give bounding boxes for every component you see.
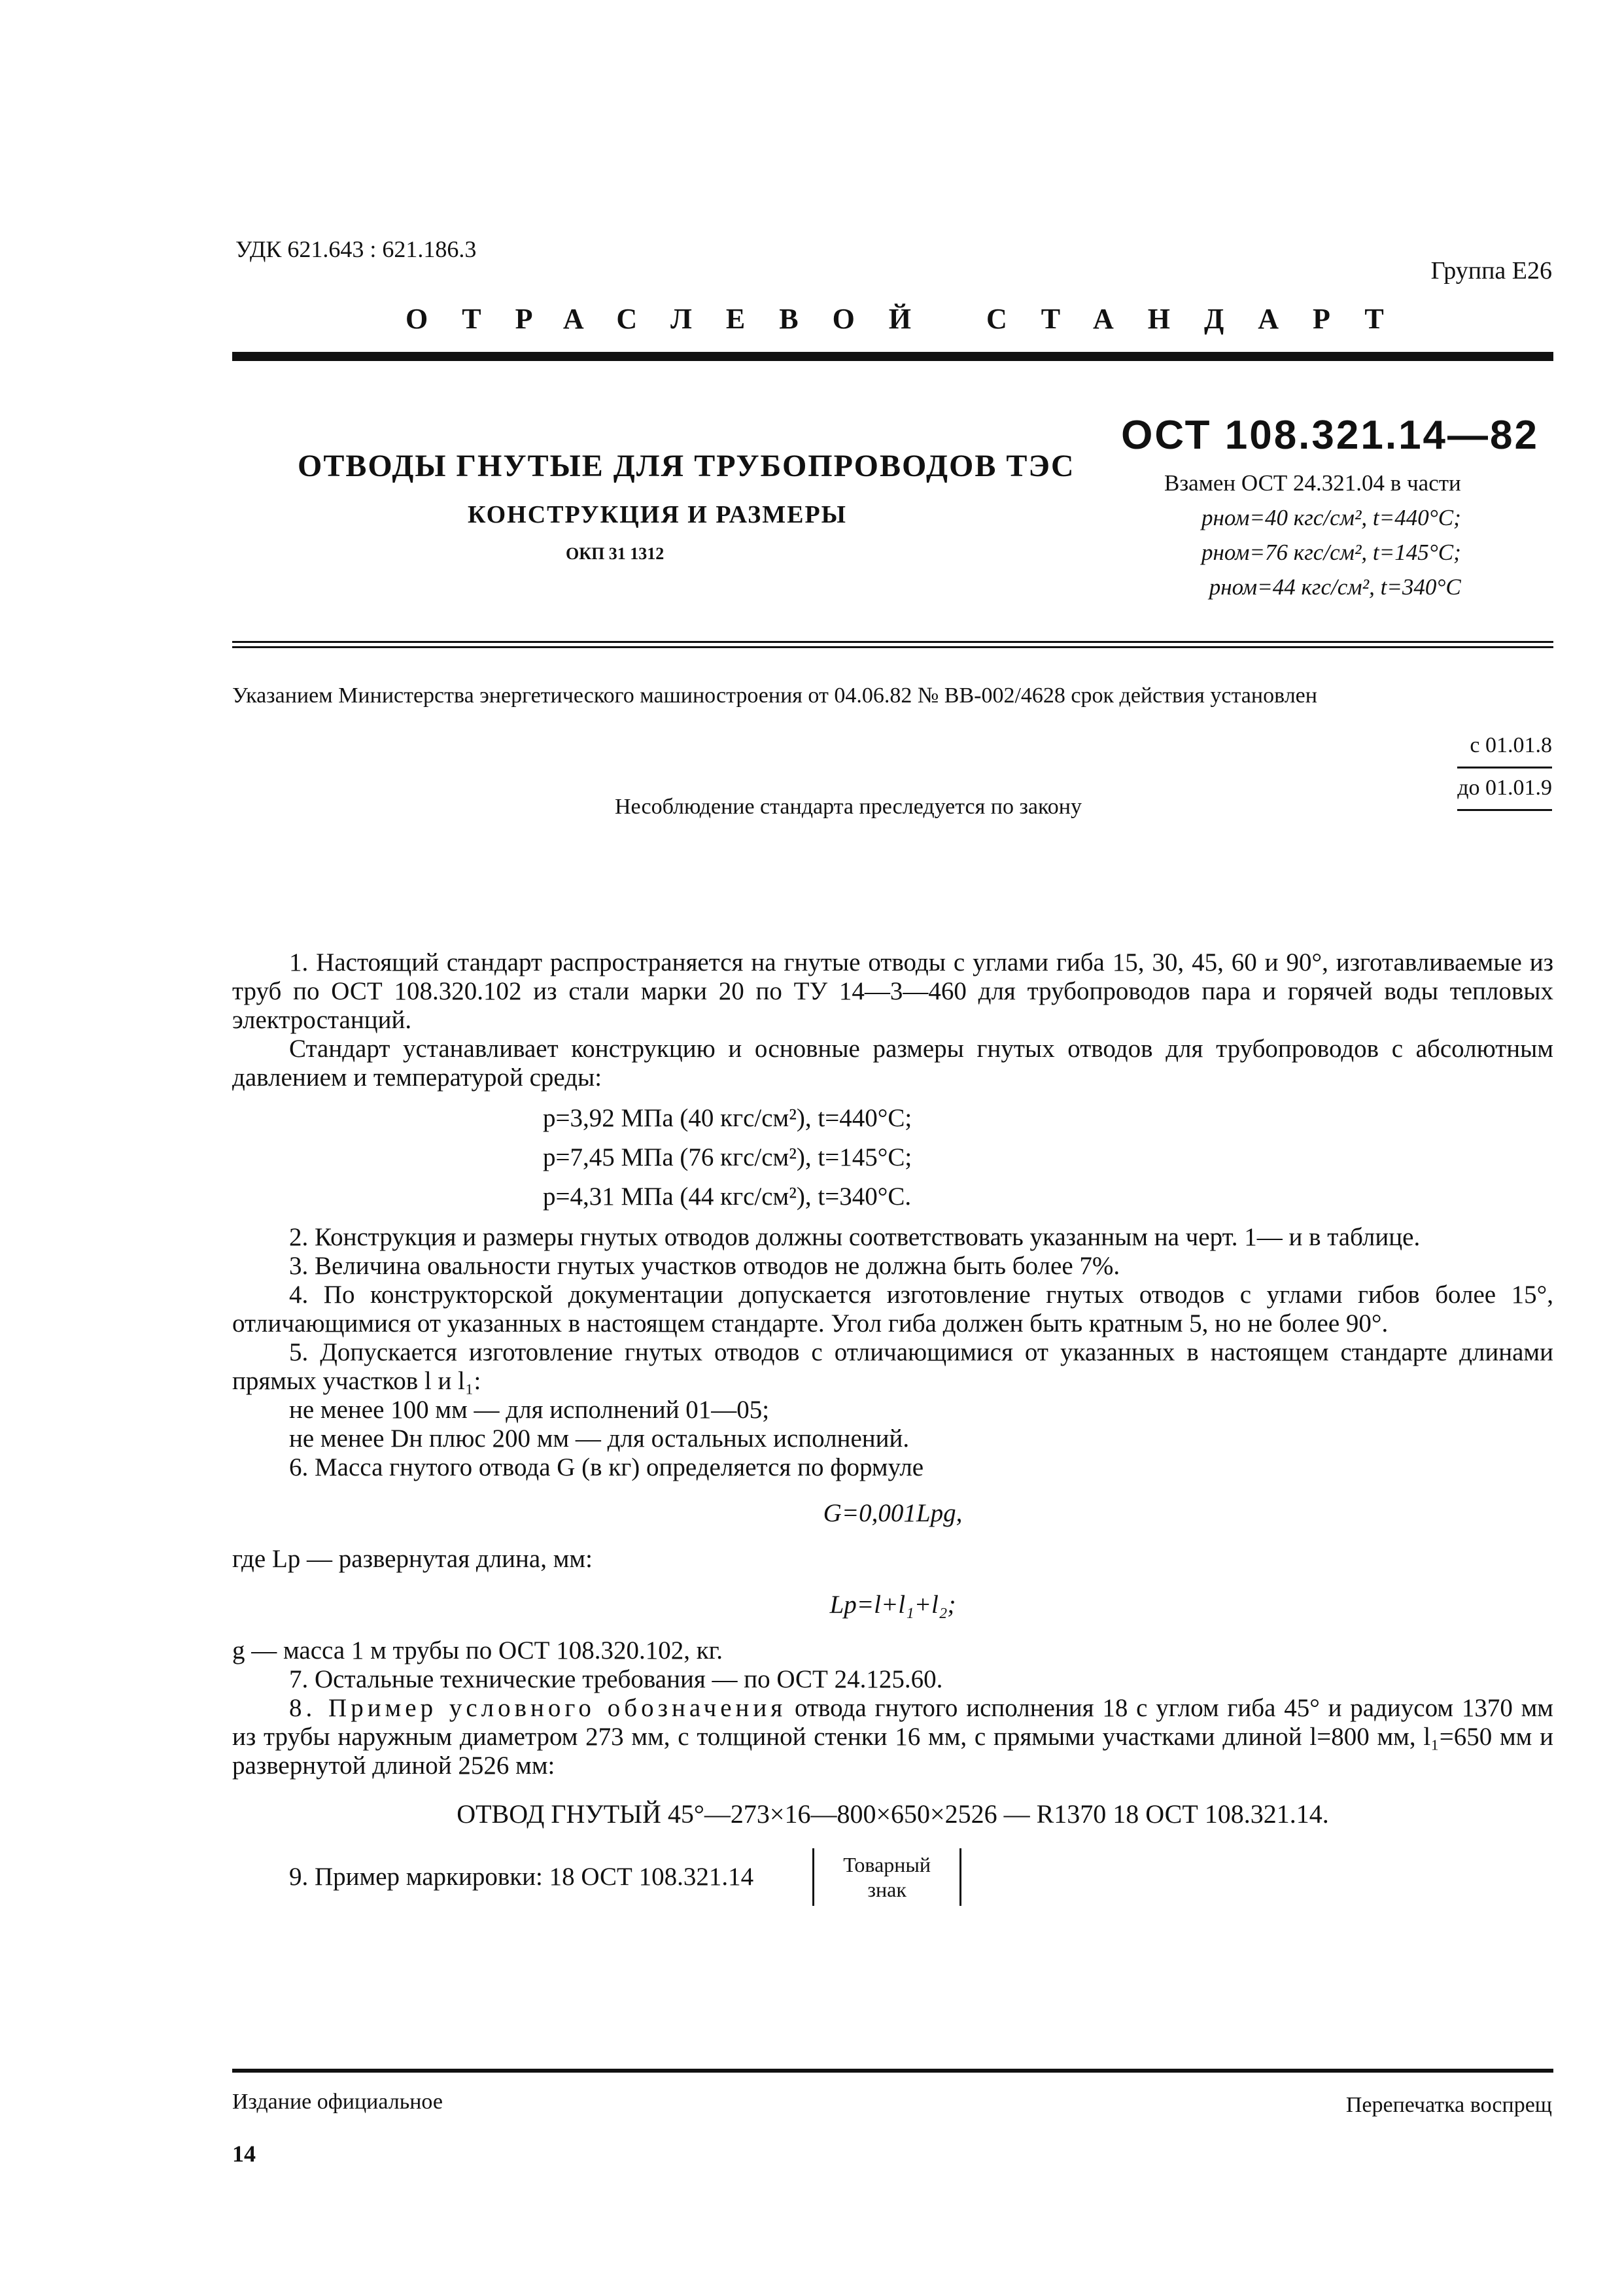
trademark-box: Товарный знак bbox=[812, 1848, 961, 1906]
legal-warning: Несоблюдение стандарта преследуется по закону bbox=[615, 795, 1082, 819]
mass-formula: G=0,001Lpg, bbox=[823, 1499, 963, 1527]
paragraph-2: 2. Конструкция и размеры гнутых отводов должны соответствовать указанным на черт. 1— и в таблице. bbox=[289, 1223, 1421, 1251]
header-rule-bottom bbox=[232, 641, 1553, 643]
replaces-line: pном=76 кгс/см², t=145°С; bbox=[1201, 540, 1461, 565]
replaces-line: Взамен ОСТ 24.321.04 в части bbox=[1164, 470, 1461, 496]
validity-dates bbox=[1457, 726, 1552, 811]
okp-code: ОКП 31 1312 bbox=[566, 544, 665, 563]
replaces-line: pном=40 кгс/см², t=440°С; bbox=[1201, 505, 1461, 530]
paragraph-1: 1. Настоящий стандарт распространяется на гнутые отводы с углами гиба 15, 30, 45, 60 и 90°, изготавливаемые из труб по ОСТ 108.320.102 из стали марки 20 по ТУ 14—3—460 для трубопроводов пара и горячей воды тепловых электростанций. bbox=[232, 948, 1553, 1034]
footer-rule bbox=[232, 2069, 1553, 2073]
marking-example bbox=[289, 1848, 1553, 1906]
header-rule-top bbox=[232, 352, 1553, 361]
paragraph-8-text: отвода гнутого исполнения 18 с углом гиба 45° и радиусом 1370 мм из трубы наружным диаметром 273 мм, с толщиной стенки 16 мм, с прямыми участками длиной l=800 мм, l₁=650 мм и развернутой длиной 2526 мм: bbox=[232, 1694, 1553, 1780]
edition-label: Издание официальное bbox=[232, 2090, 443, 2114]
replaces-line: pном=44 кгс/см², t=340°С bbox=[1209, 574, 1461, 600]
paragraph-5a: не менее 100 мм — для исполнений 01—05; bbox=[289, 1396, 770, 1424]
g-definition: g — масса 1 м трубы по ОСТ 108.320.102, кг. bbox=[232, 1636, 723, 1665]
paragraph-4: 4. По конструкторской документации допускается изготовление гнутых отводов с углами гибов более 15°, отличающимися от указанных в настоящем стандарте. Угол гиба должен быть кратным 5, но не более 90°. bbox=[232, 1281, 1553, 1337]
paragraph-6: 6. Масса гнутого отвода G (в кг) определяется по формуле bbox=[289, 1453, 924, 1481]
valid-from: с 01.01.8 bbox=[1457, 726, 1552, 768]
paragraph-5: 5. Допускается изготовление гнутых отводов с отличающимися от указанных в настоящем стандарте длинами прямых участков l и l₁: bbox=[232, 1338, 1553, 1395]
designation-example: ОТВОД ГНУТЫЙ 45°—273×16—800×650×2526 — R1370 18 ОСТ 108.321.14. bbox=[457, 1799, 1329, 1829]
udk-code: УДК 621.643 : 621.186.3 bbox=[235, 236, 477, 262]
paragraph-5b: не менее Dн плюс 200 мм — для остальных исполнений. bbox=[289, 1424, 910, 1453]
header-rule-bottom-2 bbox=[232, 646, 1553, 648]
condition-item: p=4,31 МПа (44 кгс/см²), t=340°С. bbox=[543, 1182, 912, 1211]
where-clause: где Lp — развернутая длина, мм: bbox=[232, 1545, 593, 1573]
standard-type: ОТРАСЛЕВОЙ СТАНДАРТ bbox=[406, 303, 1418, 335]
paragraph-3: 3. Величина овальности гнутых участков отводов не должна быть более 7%. bbox=[289, 1252, 1120, 1280]
page-number: 14 bbox=[232, 2141, 256, 2167]
decree-text: Указанием Министерства энергетического машиностроения от 04.06.82 № ВВ-002/4628 срок действия установлен bbox=[232, 683, 1317, 708]
paragraph-8 bbox=[232, 1694, 1553, 1780]
document-title: ОТВОДЫ ГНУТЫЕ ДЛЯ ТРУБОПРОВОДОВ ТЭС bbox=[298, 449, 1075, 483]
condition-item: p=7,45 МПа (76 кгс/см²), t=145°С; bbox=[543, 1143, 912, 1171]
paragraph-9: 9. Пример маркировки: 18 ОСТ 108.321.14 bbox=[289, 1863, 754, 1891]
document-subtitle: КОНСТРУКЦИЯ И РАЗМЕРЫ bbox=[468, 501, 847, 528]
group-code: Группа Е26 bbox=[1430, 257, 1552, 285]
valid-to: до 01.01.9 bbox=[1457, 768, 1552, 811]
conditions-list bbox=[232, 1099, 1553, 1217]
condition-item: p=3,92 МПа (40 кгс/см²), t=440°С; bbox=[543, 1104, 912, 1132]
standard-code: ОСТ 108.321.14—82 bbox=[1121, 413, 1539, 458]
paragraph-8-label: 8. Пример условного обозначения bbox=[289, 1694, 787, 1722]
replaces-block bbox=[1164, 466, 1461, 604]
paragraph-7: 7. Остальные технические требования — по ОСТ 24.125.60. bbox=[289, 1665, 943, 1693]
length-formula: Lp=l+l₁+l₂; bbox=[829, 1591, 956, 1619]
document-body bbox=[232, 948, 1553, 1906]
paragraph-1b: Стандарт устанавливает конструкцию и основные размеры гнутых отводов для трубопроводов с абсолютным давлением и температурой среды: bbox=[232, 1035, 1553, 1092]
reprint-notice: Перепечатка воспрещ bbox=[1345, 2093, 1552, 2117]
